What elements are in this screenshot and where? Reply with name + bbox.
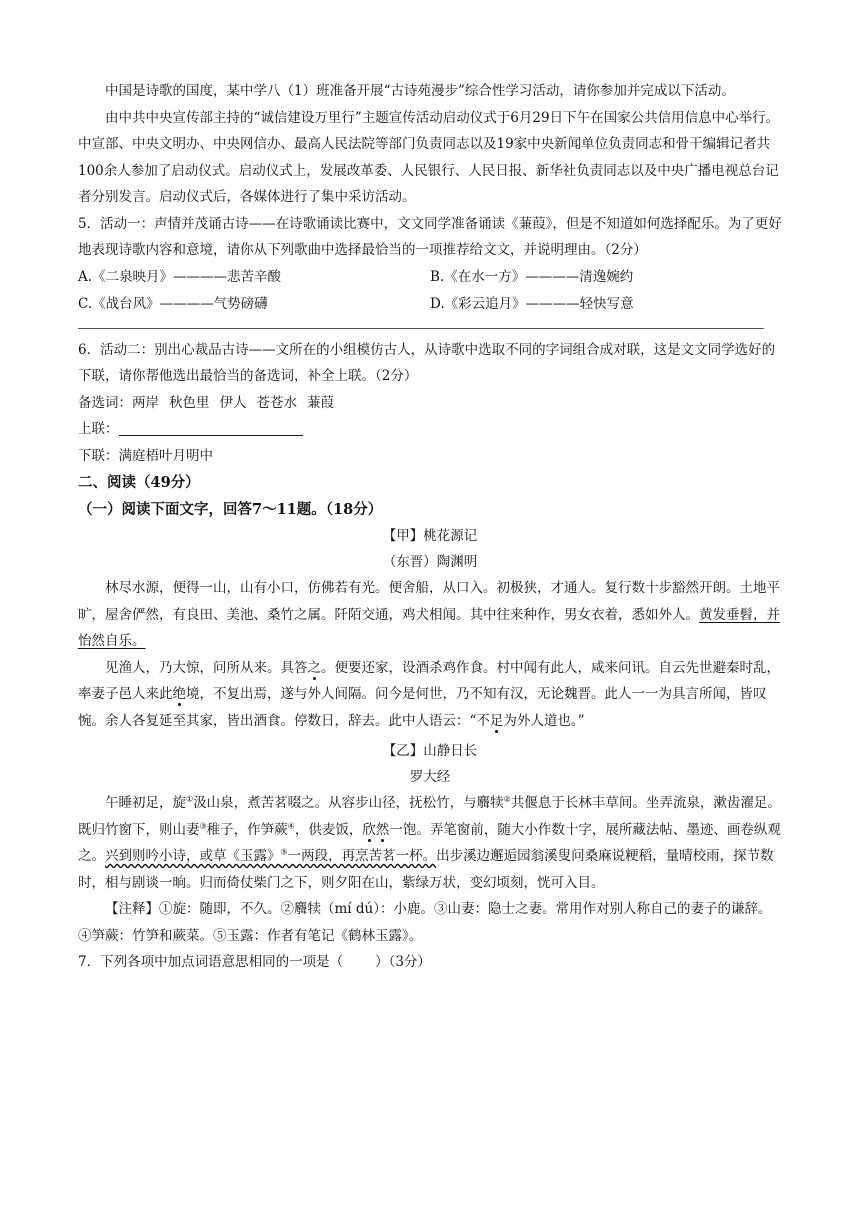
- intro-paragraph: 中国是诗歌的国度，某中学八（1）班准备开展“古诗苑漫步”综合性学习活动，请你参加并完成以下活动。: [105, 83, 735, 99]
- footnote-marker: ④: [287, 821, 295, 830]
- text-jia-paragraph-2: 见渔人，乃大惊，问所从来。具答之。便要还家，设酒杀鸡作食。村中闻有此人，咸来问讯。自云先世避秦时乱，率妻子邑人来此绝境，不复出焉，遂与外人间隔。问今是何世，乃不知有汉，无论魏晋。此人一一为具言所闻，皆叹惋。余人各复延至其家，皆出酒食。停数日，辞去。此中人语云：“不足为外人道也。”: [78, 659, 780, 729]
- candidate-word: 两岸: [132, 394, 159, 411]
- news-paragraph: 由中共中央宣传部主持的“诚信建设万里行”主题宣传活动启动仪式于6月29日下午在国家公共信用信息中心举行。中宣部、中央文明办、中央网信办、最高人民法院等部门负责同志以及19家中央新闻单位负责同志和骨干编辑记者共100余人参加了启动仪式。启动仪式上，发展改革委、人民银行、人民日报、新华社负责同志以及中央广播电视总台记者分别发言。启动仪式后，各媒体进行了集中采访活动。: [78, 109, 780, 205]
- question-5-stem: 5．活动一：声情并茂诵古诗——在诗歌诵读比赛中，文文同学准备诵读《蒹葭》，但是不知道如何选择配乐。为了更好地表现诗歌内容和意境，请你从下列歌曲中选择最恰当的一项推荐给文文，并说明理由。（2分）: [78, 215, 782, 258]
- answer-line[interactable]: [78, 328, 764, 329]
- option-a[interactable]: A.《二泉映月》————悲苦辛酸: [78, 268, 282, 285]
- exam-page: [78, 78, 782, 976]
- question-5-options-row1: [78, 264, 782, 291]
- candidate-word: 伊人: [219, 394, 247, 411]
- question-5-options-row2: [78, 291, 782, 318]
- candidate-word: 蒹葭: [307, 394, 334, 411]
- candidate-word: 秋色里: [169, 394, 210, 411]
- candidates-label: 备选词：: [78, 394, 132, 411]
- candidate-words: [78, 390, 782, 417]
- text-yi-author: 罗大经: [409, 769, 451, 785]
- text-jia-author: （东晋）陶渊明: [382, 554, 478, 570]
- wavy-underlined-sentence: 兴到则吟小诗，或草《玉露》⑤一两段，再烹苦茗一杯。: [105, 847, 437, 864]
- footnote-marker: ①: [186, 794, 194, 804]
- upper-couplet-label: 上联：: [78, 421, 119, 437]
- text-yi-paragraph: 午睡初足，旋①汲山泉，煮苦茗啜之。从容步山径，抚松竹，与麛犊②共偃息于长林丰草间。坐弄流泉，漱齿濯足。既归竹窗下，则山妻③稚子，作笋蕨④，供麦饭，欣然一饱。弄笔窗前，随大小作数十字，展所藏法帖、墨迹、画卷纵观之。兴到则吟小诗，或草《玉露》⑤一两段，再烹苦茗一杯。出步溪边邂逅园翁溪叟问桑麻说粳稻，量晴校雨，探节数时，相与剧谈一晌。归而倚仗柴门之下，则夕阳在山，紫绿万状，变幻顷刻，恍可入目。: [78, 794, 781, 891]
- dotted-word: 之: [307, 659, 321, 676]
- option-d[interactable]: D.《彩云追月》————轻快写意: [430, 295, 634, 312]
- question-6-stem: 6．活动二：别出心裁品古诗——文所在的小组模仿古人，从诗歌中选取不同的字词组合成对联，这是文文同学选好的下联，请你帮他选出最恰当的备选词，补全上联。（2分）: [78, 341, 776, 384]
- footnote-marker: ②: [503, 794, 511, 804]
- option-c[interactable]: C.《战台风》————气势磅礴: [78, 295, 268, 312]
- option-b[interactable]: B.《在水一方》————清逸婉约: [430, 268, 634, 285]
- text-jia-paragraph-1: 林尽水源，便得一山，山有小口，仿佛若有光。便舍船，从口入。初极狭，才通人。复行数十步豁然开朗。土地平旷，屋舍俨然，有良田、美池、桑竹之属。阡陌交通，鸡犬相闻。其中往来种作，男女衣着，悉如外人。黄发垂髫，并怡然自乐。: [78, 580, 780, 649]
- upper-couplet: [78, 416, 782, 443]
- dotted-word: 欣: [362, 821, 376, 838]
- footnote-marker: ③: [199, 821, 207, 830]
- text-jia-title: 【甲】桃花源记: [382, 528, 478, 544]
- lower-couplet: 下联：满庭梧叶月明中: [78, 447, 213, 464]
- dotted-word: 然: [375, 821, 390, 838]
- dotted-word: 绝: [172, 686, 186, 702]
- footnote-marker: ⑤: [280, 847, 288, 857]
- text-yi-title: 【乙】山静日长: [382, 743, 478, 759]
- dotted-word: 足: [489, 712, 504, 729]
- part-1-heading: （一）阅读下面文字，回答7～11题。（18分）: [78, 501, 383, 518]
- annotations: 【注释】①旋：随即，不久。②麛犊（mí dú）：小鹿。③山妻：隐士之妻。常用作对别人称自己的妻子的谦辞。④笋蕨：竹笋和蕨菜。⑤玉露：作者有笔记《鹤林玉露》。: [78, 901, 772, 944]
- question-7-stem: 7．下列各项中加点词语意思相同的一项是（ ）（3分）: [78, 954, 431, 970]
- candidate-word: 苍苍水: [256, 394, 297, 411]
- underlined-sentence: 黄发垂髫，并怡然自乐。: [78, 606, 780, 649]
- upper-couplet-blank[interactable]: [119, 419, 303, 436]
- section-2-heading: 二、阅读（49分）: [78, 474, 200, 491]
